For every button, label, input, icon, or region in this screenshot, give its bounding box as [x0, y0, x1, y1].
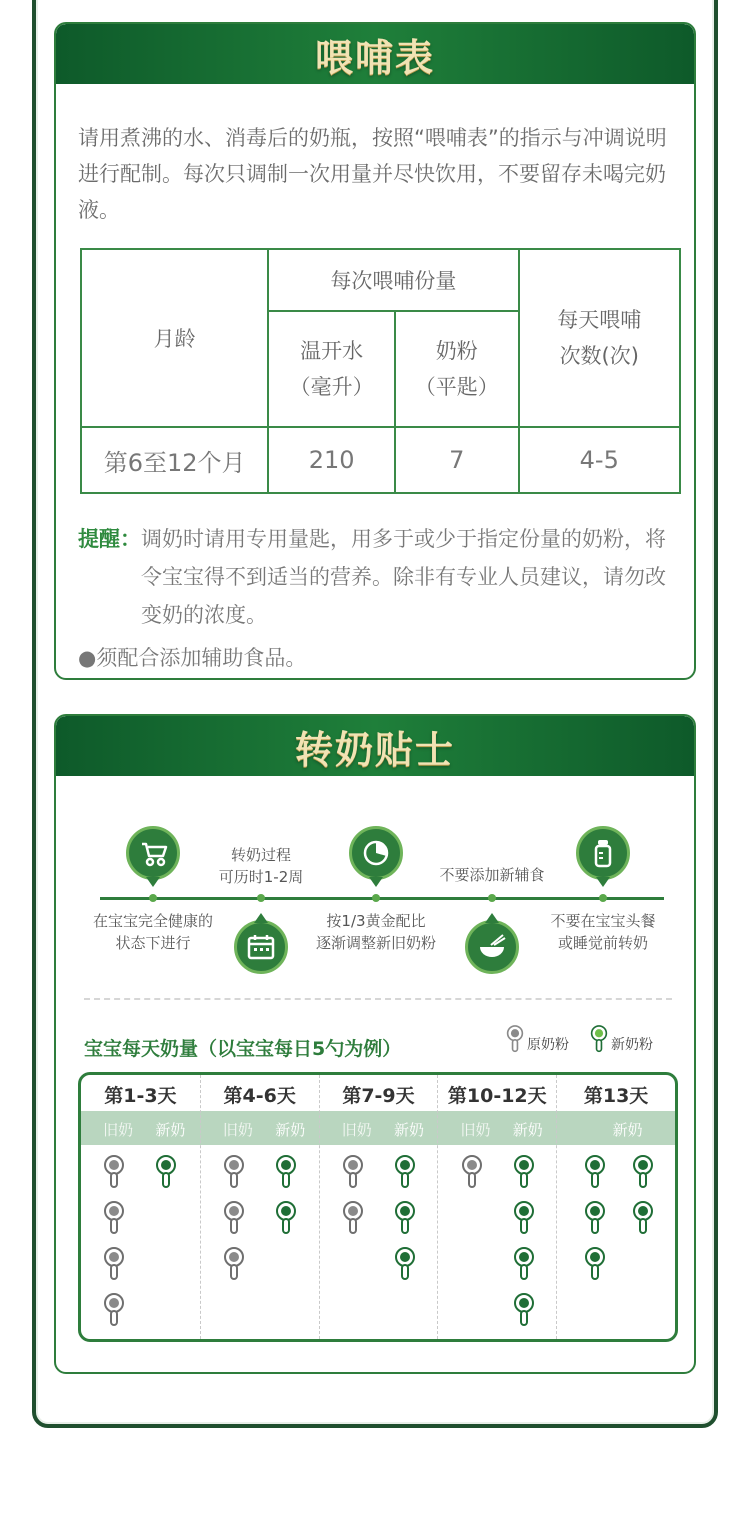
step3-text — [301, 910, 451, 954]
schedule-column — [81, 1075, 200, 1339]
old-scoop-icon — [506, 1024, 524, 1054]
cell-age: 第6至12个月 — [81, 427, 268, 493]
col-water-label: 温开水 — [300, 339, 364, 363]
reminder-block — [78, 520, 684, 634]
timeline-dot — [372, 894, 380, 902]
cell-powder: 7 — [395, 427, 519, 493]
old-scoop-icon — [103, 1293, 125, 1327]
old-scoop-icon — [223, 1247, 245, 1281]
new-scoop-icon — [155, 1155, 177, 1189]
timeline-dot — [257, 894, 265, 902]
old-scoop-icon — [103, 1247, 125, 1281]
schedule-new-label: 新奶 — [393, 1121, 424, 1139]
reminder-label: 提醒： — [78, 527, 141, 551]
old-scoop-icon — [223, 1201, 245, 1235]
schedule-new-label: 新奶 — [612, 1121, 643, 1139]
schedule-old-label: 旧奶 — [460, 1121, 491, 1139]
schedule-old-label: 旧奶 — [103, 1121, 134, 1139]
schedule-old-label: 旧奶 — [341, 1121, 372, 1139]
timeline-dot — [488, 894, 496, 902]
col-powder-unit: （平匙） — [414, 375, 499, 399]
legend-old-label: 原奶粉 — [527, 1037, 569, 1053]
schedule-day-label: 第4-6天 — [223, 1085, 296, 1107]
timeline-line — [100, 897, 664, 900]
timeline-dot — [149, 894, 157, 902]
cell-water: 210 — [268, 427, 395, 493]
step4-text — [417, 864, 567, 886]
schedule-new-label: 新奶 — [155, 1121, 186, 1139]
col-water-header — [268, 311, 395, 427]
schedule-new-label: 新奶 — [512, 1121, 543, 1139]
stroller-icon — [126, 826, 180, 880]
old-scoop-icon — [461, 1155, 483, 1189]
schedule-old-label: 旧奶 — [222, 1121, 253, 1139]
switch-tips-header — [56, 716, 694, 776]
col-times-label: 每天喂哺 — [557, 308, 642, 332]
col-powder-header — [395, 311, 519, 427]
new-scoop-icon — [584, 1155, 606, 1189]
old-scoop-icon — [103, 1155, 125, 1189]
new-scoop-icon — [513, 1247, 535, 1281]
col-times-unit: 次数(次) — [559, 344, 639, 368]
feeding-chart-panel — [54, 22, 696, 680]
switch-tips-title: 转奶贴士 — [294, 727, 455, 772]
schedule-grid — [78, 1072, 678, 1342]
step1-text — [78, 910, 228, 954]
new-scoop-icon — [513, 1293, 535, 1327]
legend-new — [590, 1024, 653, 1054]
step2-line1: 转奶过程 — [230, 846, 291, 864]
schedule-new-label: 新奶 — [275, 1121, 306, 1139]
col-powder-label: 奶粉 — [435, 339, 478, 363]
calendar-icon — [234, 920, 288, 974]
step2-line2: 可历时1-2周 — [218, 868, 304, 886]
schedule-day-label: 第7-9天 — [342, 1085, 415, 1107]
schedule-column — [200, 1075, 319, 1339]
new-scoop-icon — [394, 1155, 416, 1189]
step4-line1: 不要添加新辅食 — [439, 866, 545, 884]
old-scoop-icon — [342, 1201, 364, 1235]
new-scoop-icon — [394, 1201, 416, 1235]
legend-old — [506, 1024, 569, 1054]
col-times-header — [519, 249, 680, 427]
step3-line2: 逐渐调整新旧奶粉 — [315, 934, 436, 952]
new-scoop-icon — [590, 1024, 608, 1054]
feeding-chart-header — [56, 24, 694, 84]
pie-chart-icon — [349, 826, 403, 880]
new-scoop-icon — [632, 1155, 654, 1189]
supplement-note: ●须配合添加辅助食品。 — [78, 646, 307, 670]
feeding-intro-text: 请用煮沸的水、消毒后的奶瓶，按照“喂哺表”的指示与冲调说明进行配制。每次只调制一次用量并尽快饮用，不要留存未喝完奶液。 — [78, 126, 667, 222]
step5-line2: 或睡觉前转奶 — [557, 934, 648, 952]
step5-line1: 不要在宝宝头餐 — [550, 912, 656, 930]
old-scoop-icon — [103, 1201, 125, 1235]
new-scoop-icon — [513, 1201, 535, 1235]
timeline-dot — [599, 894, 607, 902]
divider — [84, 998, 672, 1000]
col-portion-label: 每次喂哺份量 — [330, 269, 457, 293]
col-portion-header — [268, 249, 518, 311]
step5-text — [528, 910, 678, 954]
schedule-day-label: 第13天 — [583, 1085, 649, 1107]
reminder-text: 调奶时请用专用量匙，用多于或少于指定份量的奶粉，将令宝宝得不到适当的营养。除非有专业人员建议，请勿改变奶的浓度。 — [141, 527, 666, 627]
schedule-day-label: 第10-12天 — [447, 1085, 547, 1107]
daily-amount-title: 宝宝每天奶量（以宝宝每日5勺为例） — [84, 1038, 402, 1060]
step2-text — [186, 844, 336, 888]
step1-line1: 在宝宝完全健康的 — [92, 912, 213, 930]
feeding-chart-title: 喂哺表 — [314, 35, 435, 80]
table-row — [81, 427, 680, 493]
new-scoop-icon — [275, 1201, 297, 1235]
legend-new-label: 新奶粉 — [611, 1037, 653, 1053]
new-scoop-icon — [584, 1247, 606, 1281]
schedule-column — [319, 1075, 438, 1339]
new-scoop-icon — [394, 1247, 416, 1281]
old-scoop-icon — [342, 1155, 364, 1189]
schedule-day-label: 第1-3天 — [104, 1085, 177, 1107]
bowl-icon — [465, 920, 519, 974]
new-scoop-icon — [513, 1155, 535, 1189]
col-age-header — [81, 249, 268, 427]
step1-line2: 状态下进行 — [115, 934, 191, 952]
step3-line1: 按1/3黄金配比 — [326, 912, 426, 930]
new-scoop-icon — [632, 1201, 654, 1235]
old-scoop-icon — [223, 1155, 245, 1189]
cell-times: 4-5 — [519, 427, 680, 493]
schedule-column — [556, 1075, 675, 1339]
feeding-table — [80, 248, 681, 494]
new-scoop-icon — [584, 1201, 606, 1235]
col-water-unit: （毫升） — [289, 375, 374, 399]
col-age-label: 月龄 — [153, 327, 196, 351]
switch-tips-panel — [54, 714, 696, 1374]
new-scoop-icon — [275, 1155, 297, 1189]
schedule-column — [437, 1075, 556, 1339]
baby-bottle-icon — [576, 826, 630, 880]
